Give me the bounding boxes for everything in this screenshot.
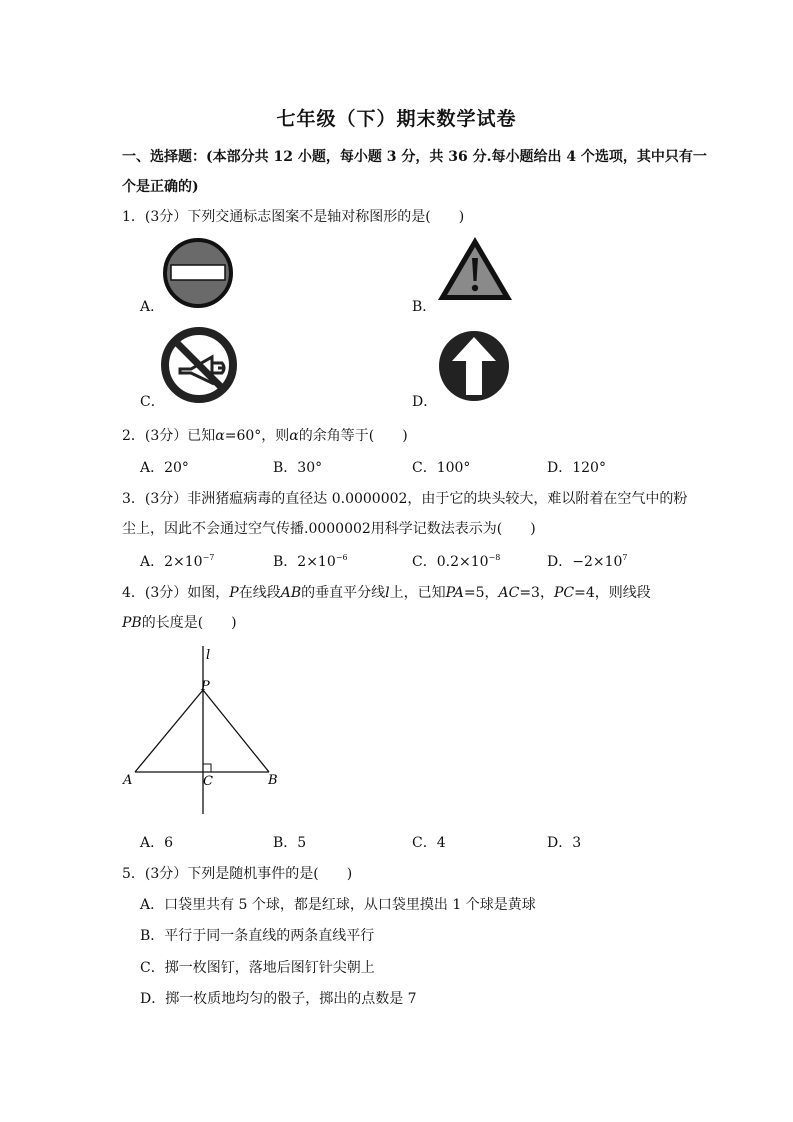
- label-l: l: [206, 648, 211, 663]
- question-4-option-d: D．3: [547, 835, 582, 851]
- label-b: B: [268, 773, 278, 788]
- question-3-option-b: B．$2\times 10^{-6}$: [273, 553, 348, 570]
- question-2-option-d: D．120°: [547, 460, 606, 476]
- question-4-stem-line2: PB的长度是( ): [122, 615, 237, 631]
- question-1-option-c-label: C．: [140, 394, 165, 410]
- question-1-stem: 1．(3分）下列交通标志图案不是轴对称图形的是( ): [122, 209, 465, 225]
- question-4-stem-line1: 4．(3分）如图，P在线段AB的垂直平分线l上，已知PA=5，AC=3，PC=4，则线段: [122, 585, 651, 601]
- question-5-option-d: D．掷一枚质地均匀的骰子，掷出的点数是 7: [140, 991, 417, 1007]
- question-3-option-a: A．$2\times 10^{-7}$: [140, 553, 215, 570]
- label-p: P: [201, 679, 210, 694]
- segment-pa: [135, 690, 203, 772]
- question-3-option-d: D．$-2\times 10^7$: [547, 553, 628, 570]
- no-entry-sign-icon: [162, 237, 234, 309]
- question-2-stem: 2．(3分）已知α=60°，则α的余角等于( ): [122, 428, 408, 444]
- question-3-stem-line1: 3．(3分）非洲猪瘟病毒的直径达 0.0000002，由于它的块头较大，难以附着在空气中的粉: [122, 491, 688, 507]
- perpendicular-bisector-figure: [115, 642, 295, 822]
- question-5-option-a: A．口袋里共有 5 个球，都是红球，从口袋里摸出 1 个球是黄球: [140, 897, 536, 913]
- right-angle-mark: [203, 764, 211, 772]
- question-1-option-a-label: A．: [140, 299, 165, 315]
- question-4-option-b: B．5: [273, 835, 307, 851]
- question-1-option-d-label: D．: [412, 394, 438, 410]
- label-c: C: [203, 774, 213, 789]
- question-3-stem-line2: 尘上，因此不会通过空气传播.0000002用科学记数法表示为( ): [122, 521, 536, 537]
- section-header-line2: 个是正确的): [122, 179, 199, 195]
- question-3-option-c: C．$0.2\times 10^{-8}$: [412, 553, 501, 570]
- up-arrow-sign-icon: [436, 328, 512, 404]
- section-header-line1: 一、选择题：(本部分共 12 小题，每小题 3 分，共 36 分.每小题给出 4 个选项，其中只有一: [122, 149, 707, 165]
- question-5-option-c: C．掷一枚图钉，落地后图钉针尖朝上: [140, 960, 375, 976]
- question-2-option-c: C．100°: [412, 460, 471, 476]
- question-2-option-a: A．20°: [140, 460, 189, 476]
- question-5-stem: 5．(3分）下列是随机事件的是( ): [122, 866, 353, 882]
- question-5-option-b: B．平行于同一条直线的两条直线平行: [140, 928, 375, 944]
- segment-pb: [203, 690, 269, 772]
- question-1-option-b-label: B．: [412, 299, 437, 315]
- warning-triangle-icon: [435, 234, 515, 304]
- label-a: A: [123, 773, 133, 788]
- question-4-option-c: C．4: [412, 835, 446, 851]
- page-title: 七年级（下）期末数学试卷: [276, 108, 517, 130]
- alpha-symbol: α: [215, 428, 225, 444]
- question-2-option-b: B．30°: [273, 460, 323, 476]
- question-4-option-a: A．6: [140, 835, 174, 851]
- no-honking-sign-icon: [160, 327, 238, 403]
